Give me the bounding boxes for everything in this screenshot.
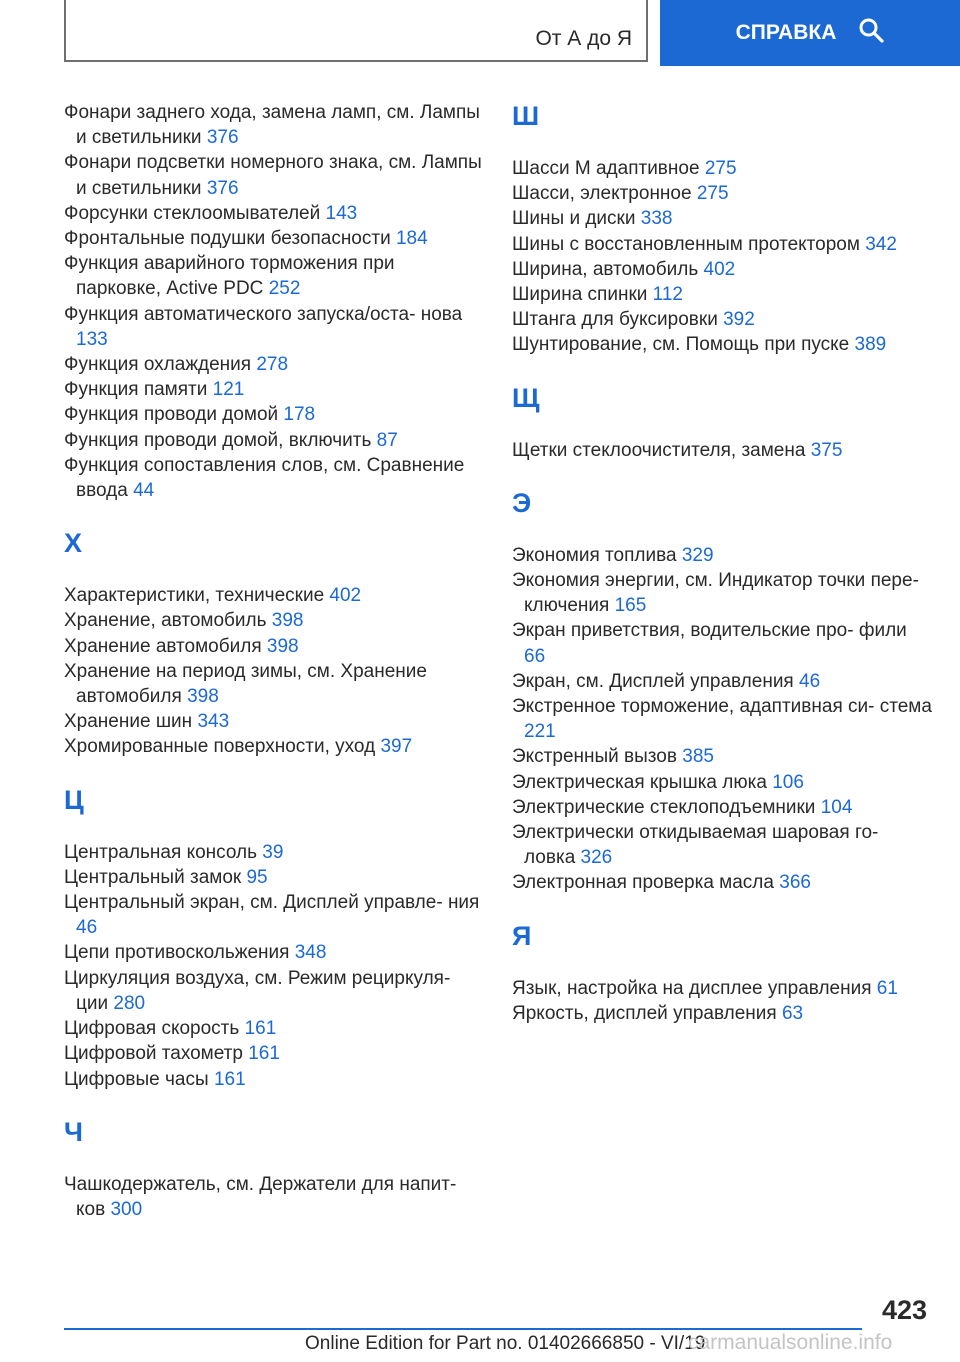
section-spacer <box>64 760 484 784</box>
index-entry-text: Хранение на период зимы, см. Хранение автомобиля <box>64 660 427 708</box>
page-link[interactable]: 280 <box>113 992 146 1014</box>
index-entry-text: Характеристики, технические <box>64 585 325 607</box>
index-entry-text: Функция аварийного торможения при парковке, Active PDC <box>64 253 395 300</box>
index-entry <box>512 694 932 744</box>
page-link[interactable]: 39 <box>262 841 284 863</box>
index-entry-text: Хранение шин <box>64 711 193 733</box>
index-entry <box>512 307 932 332</box>
index-entry-text: Шасси M адаптивное <box>512 158 700 179</box>
section-letter: Я <box>512 920 532 951</box>
section-spacer <box>512 519 932 543</box>
index-entry-text: Хромированные поверхности, уход <box>64 736 376 758</box>
index-entry <box>64 226 484 251</box>
page-link[interactable]: 275 <box>696 183 729 205</box>
index-entry-text: Электрически откидываемая шаровая го‐ ловка <box>512 822 879 869</box>
index-entry-text: Экономия топлива <box>512 544 677 566</box>
tab-a-to-z-label: От А до Я <box>535 27 632 50</box>
page-link[interactable]: 366 <box>779 872 811 894</box>
index-entry-text: Функция проводи домой <box>64 404 279 426</box>
page-link[interactable]: 343 <box>197 711 230 733</box>
page-link[interactable]: 348 <box>294 942 327 964</box>
index-entry <box>64 1016 484 1041</box>
tab-help[interactable] <box>660 0 960 66</box>
index-entry-text: Экономия энергии, см. Индикатор точки пере‐ ключения <box>512 570 919 617</box>
index-entry-text: Шасси, электронное <box>512 183 692 205</box>
index-entry <box>512 332 932 357</box>
page-link[interactable]: 329 <box>681 544 714 566</box>
page-link[interactable]: 66 <box>524 645 546 667</box>
index-entry-text: Функция сопоставления слов, см. Сравнение ввода <box>64 454 465 502</box>
page-link[interactable]: 143 <box>325 202 358 224</box>
index-entry-text: Экстренное торможение, адаптивная си‐ стема <box>512 696 932 718</box>
section-spacer <box>512 414 932 438</box>
index-entry-text: Экстренный вызов <box>512 746 677 768</box>
page-link[interactable]: 376 <box>206 127 239 149</box>
index-entry <box>64 453 484 503</box>
index-entry <box>512 744 932 769</box>
page-link[interactable]: 398 <box>266 635 299 657</box>
index-entry-text: Электрические стеклоподъемники <box>512 796 816 818</box>
page-link[interactable]: 397 <box>380 736 413 758</box>
index-entry-text: Фонари заднего хода, замена ламп, см. Лампы и светильники <box>64 102 480 149</box>
index-entry-text: Электронная проверка масла <box>512 872 774 894</box>
page-link[interactable]: 61 <box>876 977 898 999</box>
index-entry <box>64 940 484 965</box>
page-link[interactable]: 121 <box>212 379 245 401</box>
page-link[interactable]: 338 <box>640 208 673 230</box>
index-entry <box>64 634 484 659</box>
page-link[interactable]: 342 <box>865 233 897 255</box>
index-entry-text: Функция автоматического запуска/оста‐ нова <box>64 303 463 325</box>
index-entry <box>512 232 932 257</box>
page-link[interactable]: 161 <box>213 1068 246 1090</box>
index-entry <box>64 377 484 402</box>
section-letter: Х <box>64 528 83 559</box>
index-entry <box>512 543 932 568</box>
index-entry <box>512 1001 932 1026</box>
index-entry <box>64 890 484 940</box>
page-number: 423 <box>881 1295 927 1325</box>
page-link[interactable]: 161 <box>244 1018 277 1040</box>
index-entry-text: Хранение, автомобиль <box>64 610 267 632</box>
index-entry <box>512 156 932 181</box>
page-link[interactable]: 221 <box>524 721 556 743</box>
index-entry-text: Функция проводи домой, включить <box>64 429 372 451</box>
index-entry-text: Ширина спинки <box>512 284 648 306</box>
page-link[interactable]: 300 <box>110 1198 143 1220</box>
index-entry-text: Циркуляция воздуха, см. Режим рециркуля‐ ции <box>64 967 451 1014</box>
index-entry <box>64 734 484 759</box>
index-entry-text: Язык, настройка на дисплее управления <box>512 977 872 999</box>
index-entry-text: Функция памяти <box>64 379 208 401</box>
section-spacer <box>64 503 484 527</box>
page-link[interactable]: 375 <box>810 439 843 461</box>
index-entry-text: Шунтирование, см. Помощь при пуске <box>512 334 850 356</box>
index-entry <box>64 100 484 150</box>
section-letter: Ч <box>64 1116 83 1147</box>
header <box>0 0 960 66</box>
index-entry <box>512 795 932 820</box>
index-entry-text: Фонари подсветки номерного знака, см. Лампы и светильники <box>64 152 482 199</box>
page-link[interactable]: 106 <box>772 771 804 793</box>
index-entry <box>64 428 484 453</box>
index-entry <box>512 181 932 206</box>
section-spacer <box>512 358 932 382</box>
tab-help-label: СПРАВКА <box>735 21 837 44</box>
page-link[interactable]: 133 <box>76 328 108 350</box>
index-column-left <box>64 100 484 1222</box>
index-entry <box>512 257 932 282</box>
watermark: carmanualsonline.info <box>688 1331 893 1354</box>
page-link[interactable]: 184 <box>395 228 428 250</box>
page-link[interactable]: 275 <box>704 158 737 179</box>
index-entry <box>64 608 484 633</box>
index-entry <box>512 438 932 463</box>
index-entry <box>512 669 932 694</box>
index-entry <box>64 1172 484 1222</box>
section-letter: Ц <box>64 784 84 815</box>
page-link[interactable]: 392 <box>723 309 755 331</box>
page-link[interactable]: 46 <box>799 670 821 692</box>
edition-note: Online Edition for Part no. 01402666850 - VI/19 <box>305 1333 706 1354</box>
index-entry-text: Цифровая скорость <box>64 1018 240 1040</box>
index-entry <box>64 302 484 352</box>
section-letter: Э <box>512 487 532 518</box>
page-link[interactable]: 104 <box>820 796 853 818</box>
index-entry-text: Центральная консоль <box>64 841 257 863</box>
index-entry <box>64 840 484 865</box>
index-entry-text: Экран, см. Дисплей управления <box>512 670 794 692</box>
page-link[interactable]: 398 <box>187 686 219 708</box>
index-entry-text: Шины с восстановленным протектором <box>512 233 860 255</box>
index-entry <box>64 352 484 377</box>
index-entry <box>64 865 484 890</box>
index-column-right <box>512 100 932 1026</box>
index-entry <box>64 1067 484 1092</box>
page-link[interactable]: 63 <box>781 1002 804 1024</box>
section-spacer <box>512 952 932 976</box>
page-link[interactable]: 389 <box>854 334 887 356</box>
section-letter: Щ <box>512 382 540 413</box>
search-icon <box>858 17 884 49</box>
index-entry <box>64 201 484 226</box>
tab-a-to-z[interactable] <box>64 0 648 62</box>
index-entry-text: Форсунки стеклоомывателей <box>64 202 321 224</box>
page-link[interactable]: 178 <box>283 404 316 426</box>
index-entry-text: Центральный экран, см. Дисплей управле‐ ния <box>64 892 480 914</box>
page-link[interactable]: 402 <box>703 258 736 280</box>
section-spacer <box>512 463 932 487</box>
index-entry-text: Штанга для буксировки <box>512 309 718 331</box>
index-entry-text: Цифровой тахометр <box>64 1043 243 1065</box>
page-link[interactable]: 252 <box>268 278 301 300</box>
index-entry <box>512 618 932 668</box>
page-link[interactable]: 398 <box>271 610 304 632</box>
section-spacer <box>64 1092 484 1116</box>
page-link[interactable]: 165 <box>614 595 647 617</box>
index-entry-text: Центральный замок <box>64 866 242 888</box>
index-entry <box>512 568 932 618</box>
page-link[interactable]: 402 <box>329 585 362 607</box>
index-entry-text: Фронтальные подушки безопасности <box>64 228 391 250</box>
index-entry-text: Функция охлаждения <box>64 354 252 376</box>
index-entry <box>64 150 484 200</box>
section-spacer <box>512 132 932 156</box>
index-entry <box>64 659 484 709</box>
index-entry <box>512 770 932 795</box>
index-entry-text: Экран приветствия, водительские про‐ фили <box>512 620 907 642</box>
index-entry-text: Цифровые часы <box>64 1068 209 1090</box>
index-entry-text: Ширина, автомобиль <box>512 258 699 280</box>
index-entry <box>64 709 484 734</box>
section-letter: Ш <box>512 101 540 131</box>
page-link[interactable]: 44 <box>133 480 155 502</box>
page-link[interactable]: 95 <box>246 866 268 888</box>
page-link[interactable]: 112 <box>652 284 683 306</box>
index-entry <box>64 583 484 608</box>
index-entry <box>512 282 932 307</box>
index-entry <box>64 251 484 301</box>
index-entry-text: Яркость, дисплей управления <box>512 1002 777 1024</box>
page-link[interactable]: 376 <box>206 177 239 199</box>
index-entry <box>512 870 932 895</box>
index-entry <box>512 976 932 1001</box>
index-entry-text: Цепи противоскольжения <box>64 942 290 964</box>
section-spacer <box>64 559 484 583</box>
page-link[interactable]: 326 <box>580 847 613 869</box>
page-link[interactable]: 87 <box>376 429 398 451</box>
footer-divider <box>64 1328 862 1330</box>
page-link[interactable]: 46 <box>76 917 98 939</box>
section-spacer <box>512 896 932 920</box>
section-spacer <box>64 1148 484 1172</box>
index-entry-text: Электрическая крышка люка <box>512 771 767 793</box>
index-entry <box>64 1041 484 1066</box>
index-entry-text: Хранение автомобиля <box>64 635 262 657</box>
index-entry <box>512 206 932 231</box>
index-entry-text: Шины и диски <box>512 208 636 230</box>
page-link[interactable]: 385 <box>682 746 714 768</box>
index-entry <box>64 402 484 427</box>
index-entry-text: Щетки стеклоочистителя, замена <box>512 439 806 461</box>
page-link[interactable]: 161 <box>248 1043 280 1065</box>
index-entry-text: Чашкодержатель, см. Держатели для напит‐ ков <box>64 1173 457 1220</box>
index-entry <box>512 820 932 870</box>
page-link[interactable]: 278 <box>256 354 289 376</box>
index-entry <box>64 966 484 1016</box>
section-spacer <box>64 816 484 840</box>
